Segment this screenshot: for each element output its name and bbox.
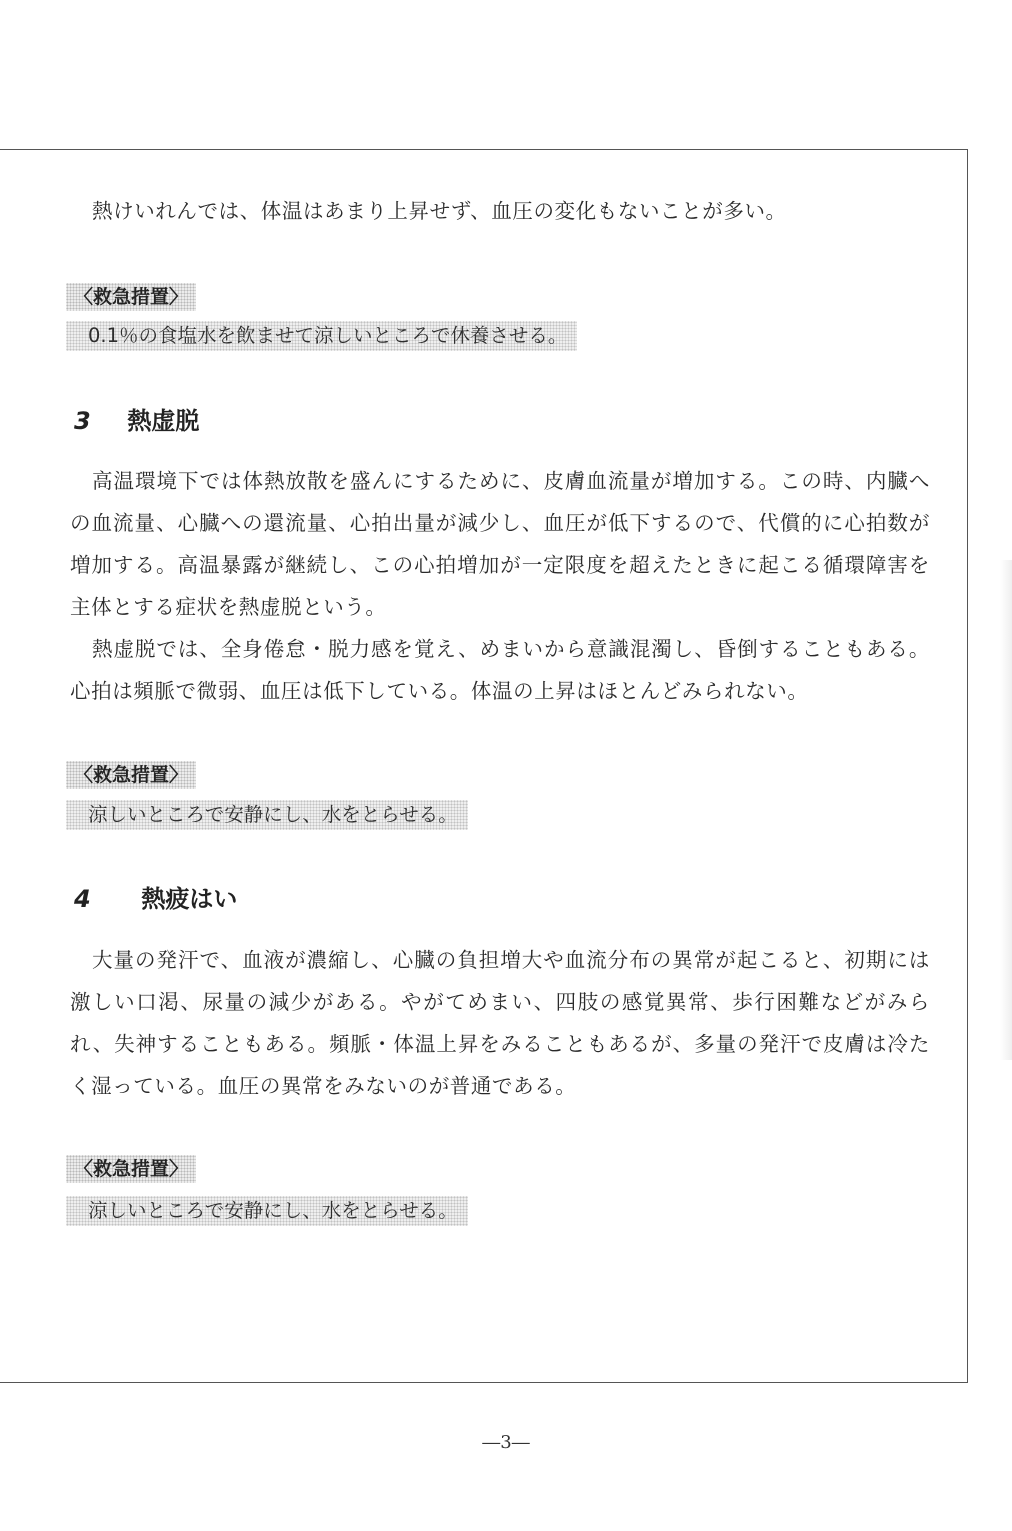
section3-paragraph-1: 高温環境下では体熱放散を盛んにするために、皮膚血流量が増加する。この時、内臓への血流量、心臓への還流量、心拍出量が減少し、血圧が低下するので、代償的に心拍数が増加する。高温暴露が継続し、この心拍増加が一定限度を超えたときに起こる循環障害を主体とする症状を熱虚脱という。 <box>70 469 930 619</box>
section3-paragraph-2: 熱虚脱では、全身倦怠・脱力感を覚え、めまいから意識混濁し、昏倒することもある。心拍は頻脈で微弱、血圧は低下している。体温の上昇はほとんどみられない。 <box>70 637 930 703</box>
section4-heading <box>74 883 237 915</box>
section3-title: 熱虚脱 <box>127 407 200 435</box>
page-number: ―3― <box>482 1432 530 1453</box>
section3-first-aid-label: 〈救急措置〉 <box>66 761 196 789</box>
scan-shadow <box>1000 560 1012 1060</box>
section2-first-aid-label: 〈救急措置〉 <box>66 283 196 311</box>
section4-first-aid-measure: 涼しいところで安静にし、水をとらせる。 <box>66 1196 468 1226</box>
section3-heading <box>74 405 199 437</box>
section4-title: 熱疲はい <box>141 885 238 913</box>
section2-first-aid-measure: 0.1％の食塩水を飲ませて涼しいところで休養させる。 <box>66 321 577 351</box>
section2-tail-paragraph: 熱けいれんでは、体温はあまり上昇せず、血圧の変化もないことが多い。 <box>92 199 787 223</box>
section4-first-aid-label: 〈救急措置〉 <box>66 1155 196 1183</box>
section4-number: 4 <box>74 885 91 913</box>
section3-number: 3 <box>74 407 91 435</box>
section3-first-aid-measure: 涼しいところで安静にし、水をとらせる。 <box>66 800 468 830</box>
section4-paragraph-1: 大量の発汗で、血液が濃縮し、心臓の負担増大や血流分布の異常が起こると、初期には激しい口渇、尿量の減少がある。やがてめまい、四肢の感覚異常、歩行困難などがみられ、失神することもある。頻脈・体温上昇をみることもあるが、多量の発汗で皮膚は冷たく湿っている。血圧の異常をみないのが普通である。 <box>70 948 930 1098</box>
